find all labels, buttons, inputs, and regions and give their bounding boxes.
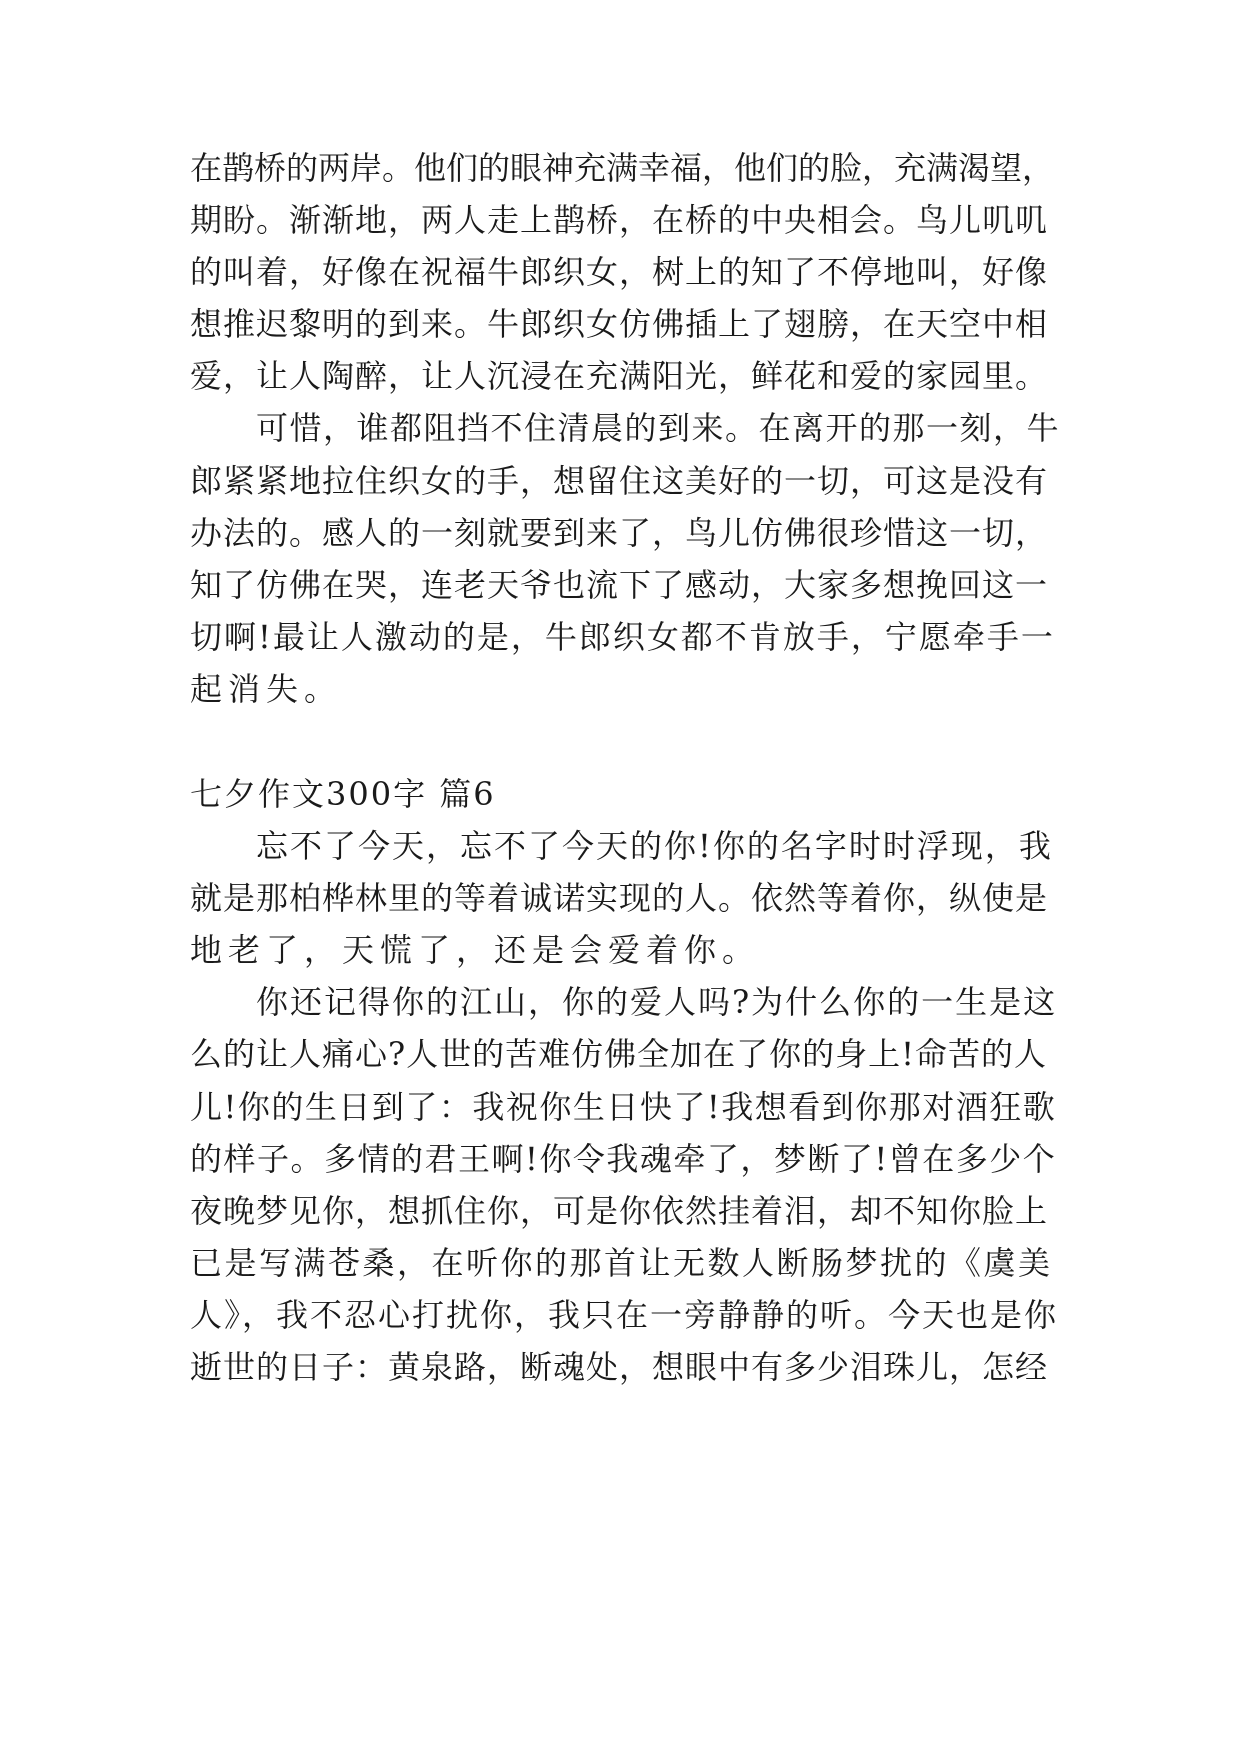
text-line: 郎紧紧地拉住织女的手，想留住这美好的一切，可这是没有 bbox=[190, 462, 1049, 500]
text-line: 的叫着，好像在祝福牛郎织女，树上的知了不停地叫，好像 bbox=[190, 253, 1049, 291]
text-line: 人》，我不忍心打扰你，我只在一旁静静的听。今天也是你 bbox=[190, 1296, 1059, 1334]
section-heading: 七夕作文300字 篇6 bbox=[190, 775, 496, 813]
text-line: 爱，让人陶醉，让人沉浸在充满阳光，鲜花和爱的家园里。 bbox=[190, 357, 1049, 395]
text-line: 已是写满苍桑，在听你的那首让无数人断肠梦扰的《虞美 bbox=[190, 1244, 1053, 1282]
text-line: 期盼。渐渐地，两人走上鹊桥，在桥的中央相会。鸟儿叽叽 bbox=[190, 201, 1049, 239]
text-line: 知了仿佛在哭，连老天爷也流下了感动，大家多想挽回这一 bbox=[190, 566, 1049, 604]
text-line: 在鹊桥的两岸。他们的眼神充满幸福，他们的脸，充满渴望， bbox=[190, 149, 1055, 187]
text-line: 逝世的日子：黄泉路，断魂处，想眼中有多少泪珠儿，怎经 bbox=[190, 1348, 1049, 1386]
text-line: 切啊!最让人激动的是，牛郎织女都不肯放手，宁愿牵手一 bbox=[190, 618, 1055, 656]
text-line: 办法的。感人的一刻就要到来了，鸟儿仿佛很珍惜这一切， bbox=[190, 514, 1049, 552]
text-line: 想推迟黎明的到来。牛郎织女仿佛插上了翅膀，在天空中相 bbox=[190, 305, 1049, 343]
text-line: 儿!你的生日到了：我祝你生日快了!我想看到你那对酒狂歌 bbox=[190, 1088, 1057, 1126]
text-line: 就是那柏桦林里的等着诚诺实现的人。依然等着你，纵使是 bbox=[190, 879, 1049, 917]
text-line: 地老了，天慌了，还是会爱着你。 bbox=[190, 931, 761, 969]
text-line: 可惜，谁都阻挡不住清晨的到来。在离开的那一刻，牛 bbox=[256, 409, 1061, 447]
text-line: 么的让人痛心?人世的苦难仿佛全加在了你的身上!命苦的人 bbox=[190, 1035, 1048, 1073]
text-line: 的样子。多情的君王啊!你令我魂牵了，梦断了!曾在多少个 bbox=[190, 1140, 1057, 1178]
text-line: 夜晚梦见你，想抓住你，可是你依然挂着泪，却不知你脸上 bbox=[190, 1192, 1049, 1230]
text-line: 你还记得你的江山，你的爱人吗?为什么你的一生是这 bbox=[256, 983, 1058, 1021]
text-line: 起消失。 bbox=[190, 670, 343, 708]
text-line: 忘不了今天，忘不了今天的你!你的名字时时浮现，我 bbox=[256, 827, 1053, 865]
